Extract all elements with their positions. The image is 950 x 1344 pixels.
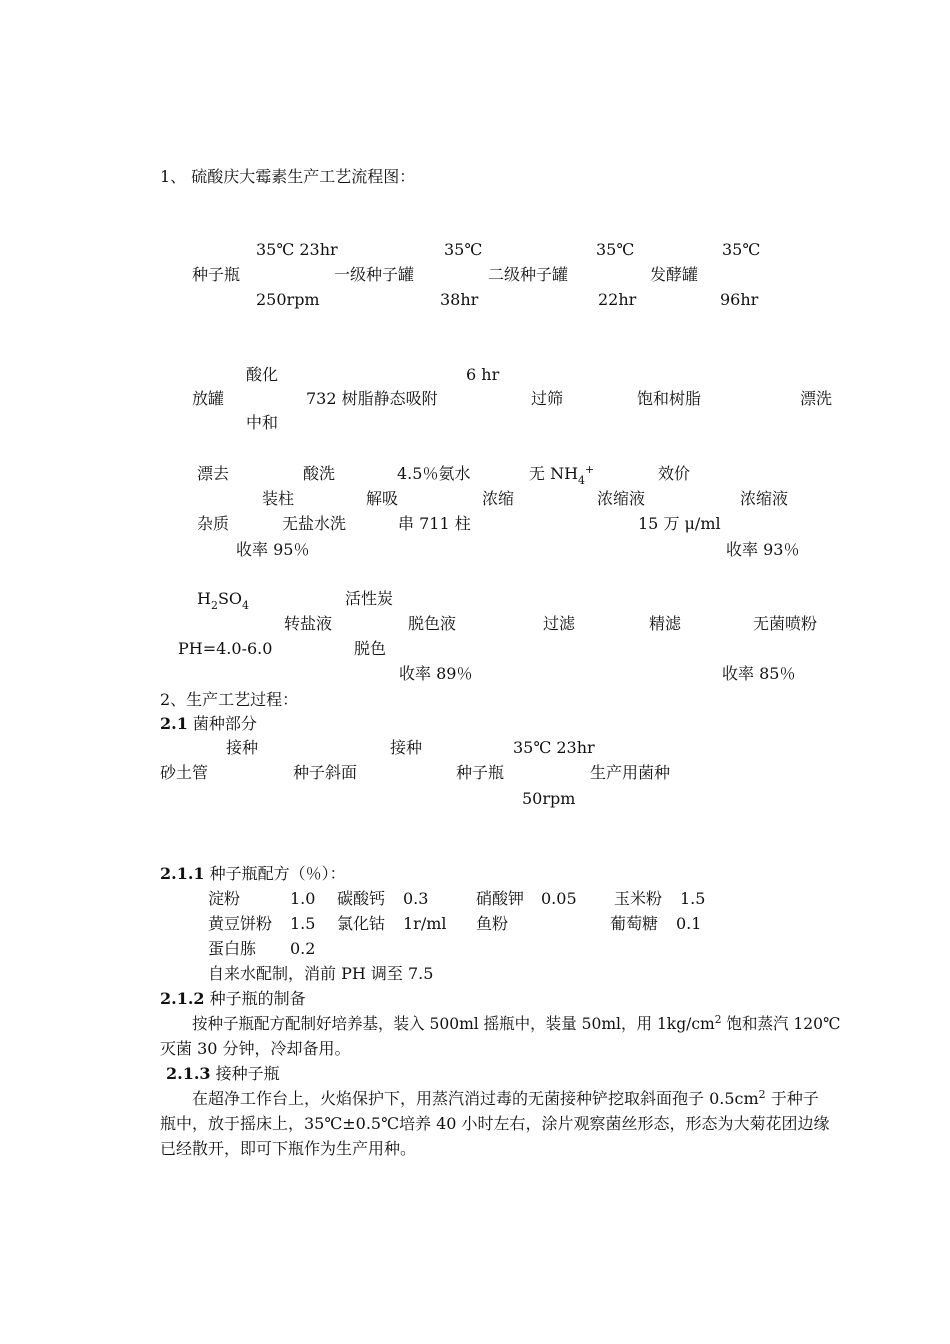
flow5-node-4: 生产用菌种 — [590, 763, 671, 782]
flow2-top-2: 6 hr — [466, 365, 500, 384]
section-2-1-heading: 2.1 菌种部分 — [160, 714, 257, 733]
flow1-node-2: 一级种子罐 — [334, 265, 415, 284]
recipe-r1-c1: 淀粉 — [208, 889, 241, 908]
section-2-1-1-heading: 2.1.1 种子瓶配方（％）： — [160, 864, 346, 883]
flow3-node-3: 浓缩 — [482, 489, 515, 508]
recipe-r2-c3: 鱼粉 — [476, 914, 509, 933]
flow1-top-4: 35℃ — [722, 240, 761, 259]
recipe-r1-c3: 硝酸钾 — [476, 889, 525, 908]
para-2-1-3-line2: 瓶中，放于摇床上，35℃±0.5℃培养 40 小时左右，涂片观察菌丝形态，形态为大菊花团边缘 — [160, 1114, 830, 1133]
flow3-bottom-2: 无盐水洗 — [282, 514, 347, 533]
recipe-r1-c2: 碳酸钙 — [337, 889, 386, 908]
recipe-note: 自来水配制，消前 PH 调至 7.5 — [208, 964, 434, 983]
flow3-bottom-3: 串 711 柱 — [398, 514, 471, 533]
flow3-top-5: 效价 — [658, 464, 691, 483]
flow1-node-4: 发酵罐 — [650, 265, 699, 284]
flow5-node-3: 种子瓶 — [456, 763, 505, 782]
recipe-r2-c4: 葡萄糖 — [610, 914, 659, 933]
recipe-r2-c1: 黄豆饼粉 — [208, 914, 273, 933]
recipe-r1-v2: 0.3 — [403, 889, 429, 908]
flow4-yield-2: 收率 85％ — [722, 664, 796, 683]
flow4-bottom-1: PH=4.0-6.0 — [178, 639, 273, 658]
flow5-top-1: 接种 — [226, 738, 259, 757]
para-2-1-2-line1: 按种子瓶配方配制好培养基，装入 500ml 摇瓶中，装量 50ml，用 $1kg/cm^2$ 饱和蒸汽 120℃ — [192, 1013, 841, 1033]
flow3-yield-2: 收率 93％ — [726, 540, 800, 559]
flow1-bottom-3: 22hr — [598, 290, 637, 309]
flow3-node-2: 解吸 — [366, 489, 399, 508]
recipe-r1-v4: 1.5 — [680, 889, 706, 908]
flow5-top-2: 接种 — [390, 738, 423, 757]
page-title: 1、 硫酸庆大霉素生产工艺流程图： — [160, 167, 416, 186]
flow1-top-2: 35℃ — [444, 240, 483, 259]
flow3-top-4: 无 $NH_4^+$ — [529, 463, 595, 487]
flow1-node-1: 种子瓶 — [192, 265, 241, 284]
flow3-top-2: 酸洗 — [303, 464, 336, 483]
para-2-1-3-line1: 在超净工作台上，火焰保护下，用蒸汽消过毒的无菌接种铲挖取斜面孢子 $0.5cm^2$ 于种子 — [192, 1088, 819, 1108]
recipe-r3-v1: 0.2 — [290, 939, 316, 958]
flow4-node-1: 转盐液 — [284, 614, 333, 633]
flow5-bottom-1: 50rpm — [522, 789, 576, 808]
flow4-node-4: 精滤 — [649, 614, 682, 633]
para-2-1-3-line3: 已经散开，即可下瓶作为生产用种。 — [160, 1139, 417, 1158]
flow1-bottom-1: 250rpm — [256, 290, 320, 309]
recipe-r2-c2: 氯化钴 — [337, 914, 386, 933]
flow2-top-1: 酸化 — [246, 365, 279, 384]
recipe-r1-c4: 玉米粉 — [614, 889, 663, 908]
flow3-node-5: 浓缩液 — [740, 489, 789, 508]
flow3-bottom-4: 15 万 μ/ml — [638, 514, 721, 533]
flow3-top-3: 4.5％氨水 — [397, 464, 471, 483]
flow4-yield-1: 收率 89％ — [399, 664, 473, 683]
flow5-node-2: 种子斜面 — [293, 763, 358, 782]
recipe-r2-v2: 1r/ml — [403, 914, 447, 933]
section-2-heading: 2、生产工艺过程： — [160, 690, 299, 709]
recipe-r2-v1: 1.5 — [290, 914, 316, 933]
flow1-bottom-2: 38hr — [440, 290, 479, 309]
flow1-top-1: 35℃ 23hr — [256, 240, 338, 259]
flow2-node-2: 732 树脂静态吸附 — [306, 389, 438, 408]
flow3-node-4: 浓缩液 — [597, 489, 646, 508]
flow2-bottom-1: 中和 — [246, 413, 279, 432]
flow4-bottom-2: 脱色 — [354, 639, 387, 658]
flow1-bottom-4: 96hr — [720, 290, 759, 309]
flow4-node-2: 脱色液 — [408, 614, 457, 633]
flow4-node-3: 过滤 — [543, 614, 576, 633]
recipe-r1-v1: 1.0 — [290, 889, 316, 908]
flow3-yield-1: 收率 95％ — [236, 540, 310, 559]
flow2-node-3: 过筛 — [531, 389, 564, 408]
flow4-top-carbon: 活性炭 — [345, 589, 394, 608]
section-2-1-2-heading: 2.1.2 种子瓶的制备 — [160, 989, 306, 1008]
flow5-node-1: 砂土管 — [160, 763, 209, 782]
flow4-node-5: 无菌喷粉 — [753, 614, 818, 633]
recipe-r2-v4: 0.1 — [676, 914, 702, 933]
flow1-node-3: 二级种子罐 — [488, 265, 569, 284]
para-2-1-2-line2: 灭菌 30 分钟，冷却备用。 — [160, 1039, 351, 1058]
flow3-bottom-1: 杂质 — [197, 514, 230, 533]
recipe-r3-c1: 蛋白胨 — [208, 939, 257, 958]
flow2-node-5: 漂洗 — [800, 389, 833, 408]
flow3-node-1: 装柱 — [262, 489, 295, 508]
flow2-node-4: 饱和树脂 — [637, 389, 702, 408]
flow3-top-1: 漂去 — [197, 464, 230, 483]
flow4-top-h2so4: $H_2SO_4$ — [197, 589, 250, 612]
recipe-r1-v3: 0.05 — [541, 889, 577, 908]
flow1-top-3: 35℃ — [596, 240, 635, 259]
flow2-node-1: 放罐 — [192, 389, 225, 408]
flow5-top-3: 35℃ 23hr — [513, 738, 595, 757]
section-2-1-3-heading: 2.1.3 接种子瓶 — [166, 1064, 280, 1083]
